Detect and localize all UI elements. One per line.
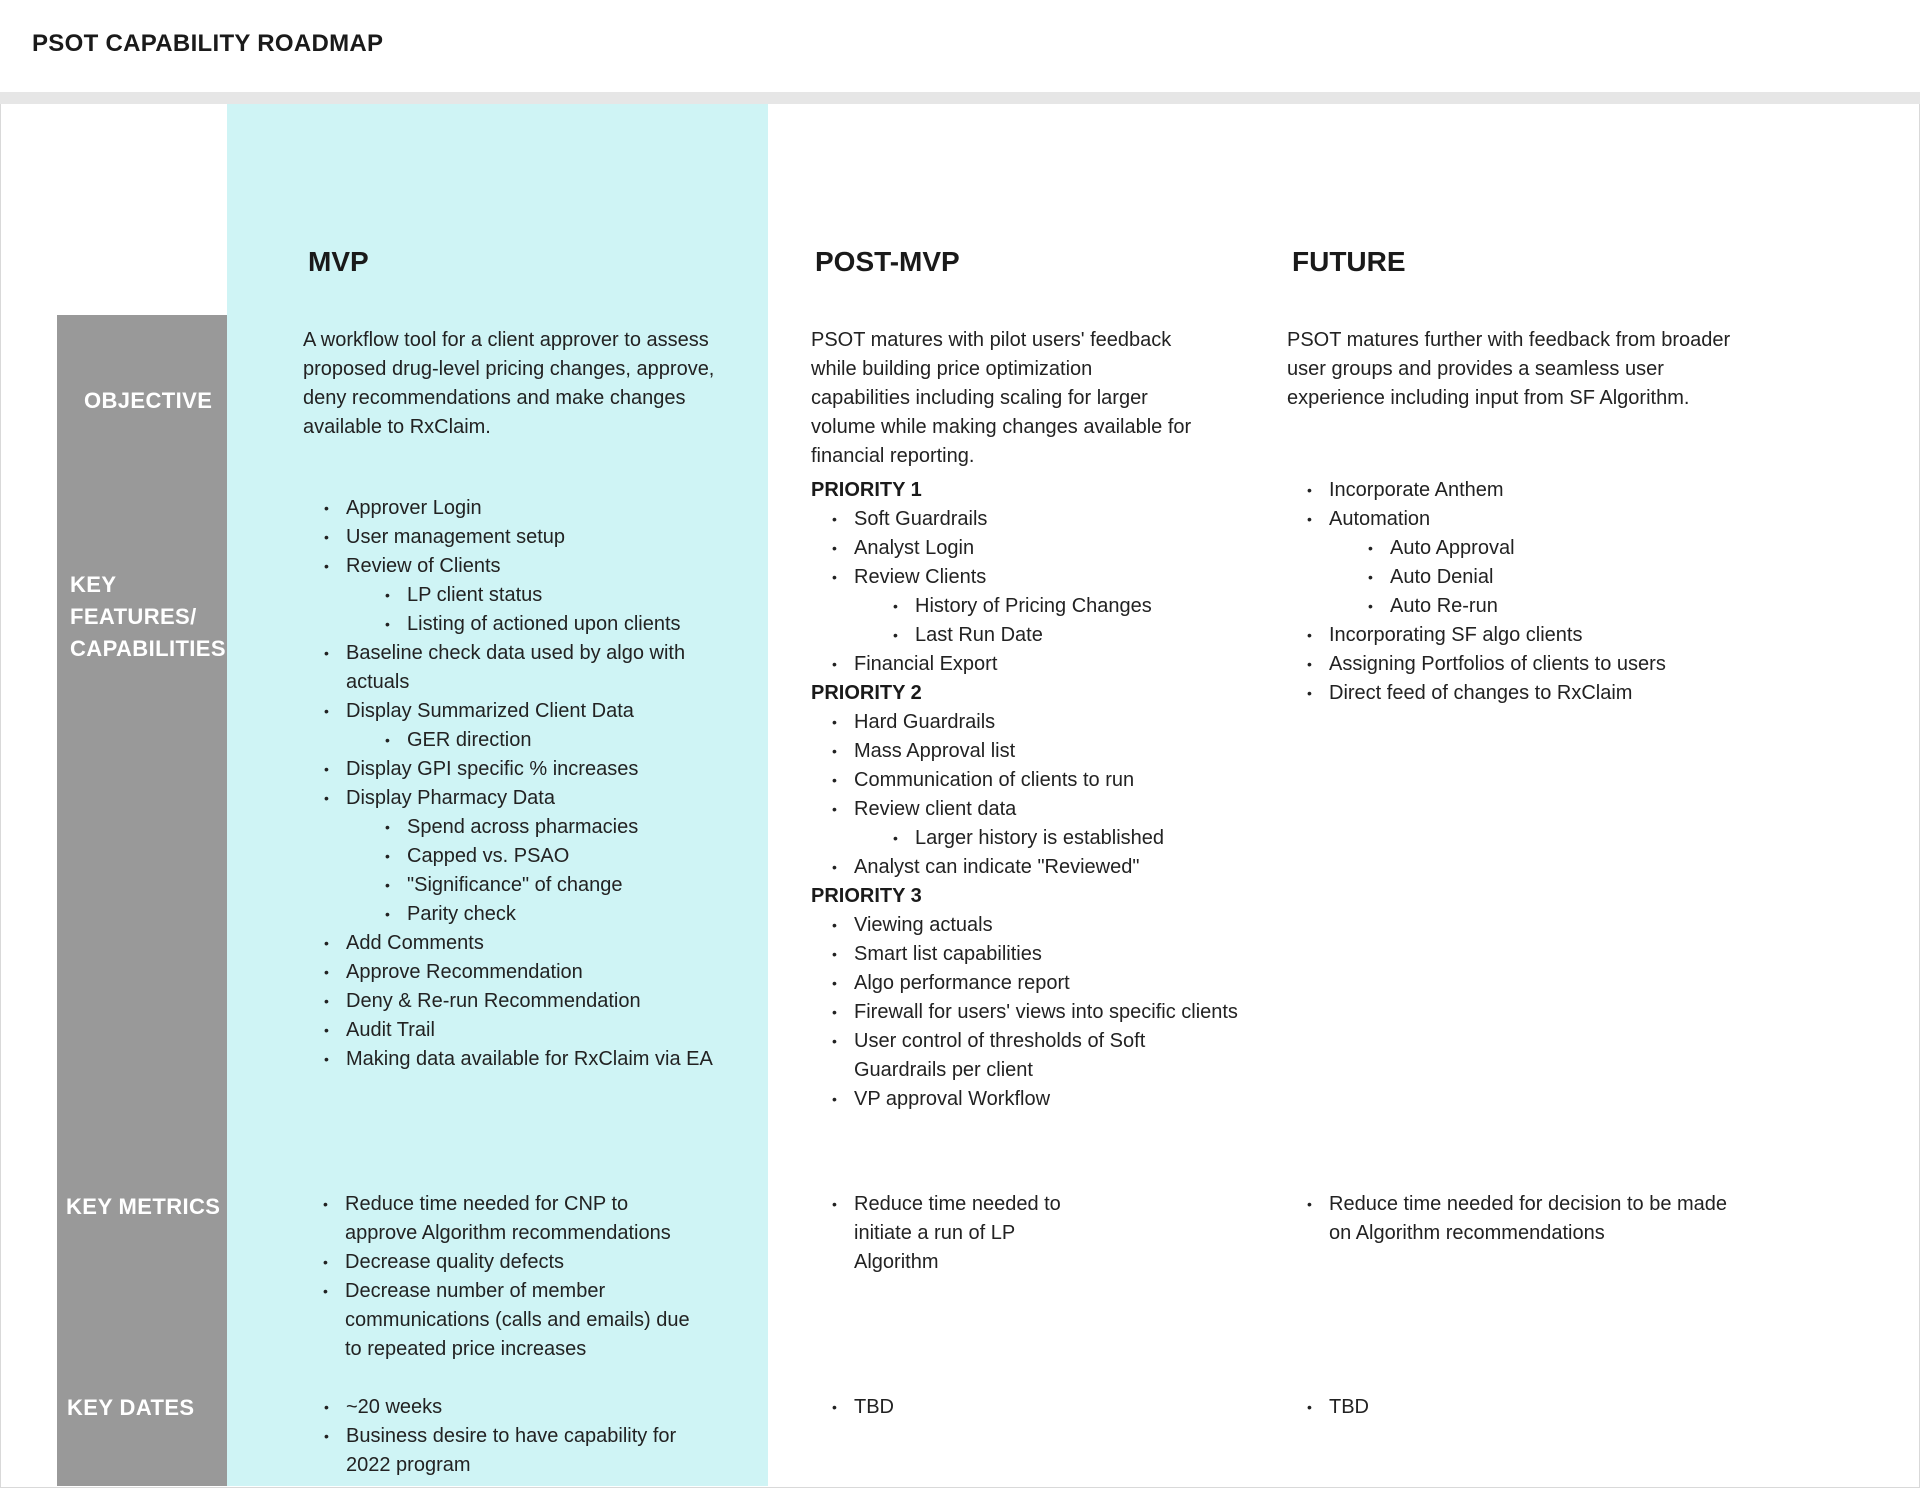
list-item [832, 795, 1238, 824]
row-label-line: KEY [70, 572, 117, 597]
row-label-sidebar [57, 315, 227, 1486]
column-heading-mvp: MVP [308, 246, 369, 277]
list-item-line: • TBD [1329, 1396, 1369, 1418]
column-heading-future: FUTURE [1292, 246, 1406, 277]
list-item-line: approve Algorithm recommendations [345, 1222, 671, 1244]
list-item-text: • Incorporate Anthem [1329, 479, 1504, 501]
list-item-text: • GER direction [407, 729, 532, 751]
sub-list-item [324, 581, 713, 610]
list-item-text: • Larger history is established [915, 827, 1165, 849]
metrics-list-future [1307, 1190, 1727, 1248]
list-item-text: • History of Pricing Changes [915, 595, 1152, 617]
objective-line: proposed drug-level pricing changes, approve, [303, 358, 715, 380]
objective-text-future [1287, 326, 1730, 413]
sub-list-item [1307, 592, 1666, 621]
list-item-line: on Algorithm recommendations [1329, 1222, 1605, 1244]
list-item-text: • Assigning Portfolios of clients to users [1329, 653, 1666, 675]
list-item [832, 708, 1238, 737]
bullet-list [832, 1393, 894, 1422]
list-item-line: • Reduce time needed to [854, 1193, 1061, 1215]
metrics-list-mvp [323, 1190, 690, 1364]
bullet-list [323, 1190, 690, 1364]
list-item-text: • Baseline check data used by algo with [346, 642, 686, 664]
list-item-text: • Incorporating SF algo clients [1329, 624, 1583, 646]
list-item-continuation: Guardrails per client [854, 1059, 1033, 1081]
priority-heading: PRIORITY 3 [811, 885, 922, 907]
list-item [324, 494, 713, 523]
list-item-text: • Approve Recommendation [346, 961, 583, 983]
list-item-text: • Review client data [854, 798, 1017, 820]
list-item-line: 2022 program [346, 1454, 471, 1476]
sub-list-item [324, 726, 713, 755]
list-item-line: • TBD [854, 1396, 894, 1418]
column-heading-post-mvp: POST-MVP [815, 246, 960, 277]
list-item-line: • ~20 weeks [346, 1396, 443, 1418]
list-item-text: • Automation [1329, 508, 1431, 530]
list-item-text: • User management setup [346, 526, 566, 548]
list-item [832, 563, 1238, 592]
sub-list-item [1307, 534, 1666, 563]
objective-line: experience including input from SF Algorithm. [1287, 387, 1690, 409]
list-item-text: • Soft Guardrails [854, 508, 988, 530]
list-item-text: • LP client status [407, 584, 543, 606]
list-item-text: • Algo performance report [854, 972, 1070, 994]
bullet-list [1307, 1393, 1369, 1422]
list-item [1307, 1393, 1369, 1422]
list-item-text: • Capped vs. PSAO [407, 845, 570, 867]
sub-list-item [324, 813, 713, 842]
list-item [832, 505, 1238, 534]
list-item-text: • Direct feed of changes to RxClaim [1329, 682, 1633, 704]
list-item-line: • Reduce time needed for decision to be made [1329, 1193, 1728, 1215]
list-item-text: • "Significance" of change [407, 874, 623, 896]
list-item [323, 1190, 690, 1248]
list-item [832, 998, 1238, 1027]
bullet-list [832, 708, 1238, 882]
objective-text-mvp [303, 326, 714, 442]
list-item-line: • Business desire to have capability for [346, 1425, 677, 1447]
priority-heading: PRIORITY 2 [811, 682, 922, 704]
list-item [832, 940, 1238, 969]
list-item-text: • Display Summarized Client Data [346, 700, 634, 722]
list-item [324, 523, 713, 552]
list-item-line: communications (calls and emails) due [345, 1309, 690, 1331]
list-item [832, 911, 1238, 940]
list-item [324, 755, 713, 784]
list-item [832, 969, 1238, 998]
list-item [324, 1016, 713, 1045]
list-item-text: • Deny & Re-run Recommendation [346, 990, 641, 1012]
list-item [832, 737, 1238, 766]
objective-line: while building price optimization [811, 358, 1093, 380]
list-item [324, 1045, 713, 1074]
bullet-list [324, 494, 713, 1074]
list-item-text: • Auto Approval [1390, 537, 1515, 559]
list-item [324, 929, 713, 958]
list-item-text: • Smart list capabilities [854, 943, 1042, 965]
list-item-text: • Communication of clients to run [854, 769, 1135, 791]
list-item [1307, 1190, 1727, 1248]
list-item [832, 1085, 1238, 1114]
list-item-text: • Auto Re-run [1390, 595, 1498, 617]
header-divider [0, 92, 1920, 104]
sub-list-item [832, 621, 1238, 650]
row-label-objective: OBJECTIVE [84, 388, 213, 413]
list-item [832, 766, 1238, 795]
row-label-key-dates: KEY DATES [67, 1395, 195, 1420]
list-item-continuation: actuals [346, 671, 410, 693]
list-item-line: Algorithm [854, 1251, 939, 1273]
list-item-text: • Add Comments [346, 932, 484, 954]
objective-line: PSOT matures further with feedback from broader [1287, 329, 1731, 351]
sub-list-item [324, 871, 713, 900]
list-item [1307, 679, 1666, 708]
priority-items [811, 505, 1238, 679]
list-item [832, 1190, 1061, 1277]
row-label-key-metrics: KEY METRICS [66, 1194, 221, 1219]
priority-items [811, 708, 1238, 882]
sub-list-item [324, 900, 713, 929]
bullet-list [1307, 1190, 1727, 1248]
list-item-text: • VP approval Workflow [854, 1088, 1051, 1110]
list-item-text: • Display GPI specific % increases [346, 758, 639, 780]
objective-line: deny recommendations and make changes [303, 387, 686, 409]
objective-line: volume while making changes available for [811, 416, 1192, 438]
list-item-text: • Display Pharmacy Data [346, 787, 555, 809]
row-label-line: CAPABILITIES [70, 636, 226, 661]
list-item-line: to repeated price increases [345, 1338, 587, 1360]
list-item [832, 1027, 1238, 1085]
feature-list-mvp [324, 494, 713, 1074]
objective-line: capabilities including scaling for larger [811, 387, 1148, 409]
list-item-text: • Making data available for RxClaim via EA [346, 1048, 713, 1070]
list-item-text: • Review of Clients [346, 555, 501, 577]
list-item [1307, 476, 1666, 505]
row-label-key-features [70, 569, 226, 665]
dates-list-mvp [324, 1393, 676, 1480]
bullet-list [832, 505, 1238, 679]
bullet-list [1307, 476, 1666, 708]
list-item [324, 784, 713, 813]
list-item [832, 650, 1238, 679]
list-item [323, 1248, 690, 1277]
list-item [324, 552, 713, 581]
list-item-text: • Auto Denial [1390, 566, 1494, 588]
page-title: PSOT CAPABILITY ROADMAP [32, 30, 384, 57]
metrics-list-post-mvp [832, 1190, 1061, 1277]
list-item-text: • Analyst Login [854, 537, 975, 559]
bullet-list [324, 1393, 676, 1480]
list-item [323, 1277, 690, 1364]
sub-list-item [1307, 563, 1666, 592]
objective-line: available to RxClaim. [303, 416, 491, 438]
list-item-text: • Parity check [407, 903, 516, 925]
list-item-line: • Reduce time needed for CNP to [345, 1193, 629, 1215]
sub-list-item [324, 610, 713, 639]
list-item-text: • Firewall for users' views into specific clients [854, 1001, 1238, 1023]
list-item [324, 1422, 676, 1480]
list-item-text: • Audit Trail [346, 1019, 435, 1041]
list-item [324, 639, 713, 697]
feature-list-post-mvp [811, 476, 1238, 1114]
list-item [832, 853, 1238, 882]
bullet-list [832, 911, 1238, 1114]
list-item-text: • Viewing actuals [854, 914, 993, 936]
objective-line: user groups and provides a seamless user [1287, 358, 1664, 380]
list-item-text: • Listing of actioned upon clients [407, 613, 681, 635]
objective-line: PSOT matures with pilot users' feedback [811, 329, 1172, 351]
list-item-text: • Review Clients [854, 566, 987, 588]
list-item-text: • Analyst can indicate "Reviewed" [854, 856, 1140, 878]
sub-list-item [324, 842, 713, 871]
list-item [832, 1393, 894, 1422]
feature-list-future [1307, 476, 1666, 708]
sub-list-item [832, 824, 1238, 853]
sub-list-item [832, 592, 1238, 621]
priority-items [811, 911, 1238, 1114]
dates-list-future [1307, 1393, 1369, 1422]
bullet-list [832, 1190, 1061, 1277]
row-label-line: FEATURES/ [70, 604, 197, 629]
list-item-text: • Mass Approval list [854, 740, 1016, 762]
list-item [324, 697, 713, 726]
list-item-text: • Spend across pharmacies [407, 816, 639, 838]
list-item-line: • Decrease quality defects [345, 1251, 565, 1273]
list-item-text: • Approver Login [346, 497, 482, 519]
list-item [324, 987, 713, 1016]
list-item [324, 958, 713, 987]
page-header [0, 0, 1920, 92]
list-item-text: • User control of thresholds of Soft [854, 1030, 1146, 1052]
list-item-text: • Financial Export [854, 653, 998, 675]
list-item [832, 534, 1238, 563]
list-item [1307, 621, 1666, 650]
priority-heading: PRIORITY 1 [811, 479, 922, 501]
objective-text-post-mvp [811, 326, 1191, 471]
dates-list-post-mvp [832, 1393, 894, 1422]
objective-line: financial reporting. [811, 445, 975, 467]
list-item [324, 1393, 676, 1422]
list-item-text: • Last Run Date [915, 624, 1043, 646]
list-item [1307, 650, 1666, 679]
list-item-line: initiate a run of LP [854, 1222, 1016, 1244]
list-item-line: • Decrease number of member [345, 1280, 606, 1302]
list-item [1307, 505, 1666, 534]
objective-line: A workflow tool for a client approver to assess [303, 329, 709, 351]
list-item-text: • Hard Guardrails [854, 711, 996, 733]
